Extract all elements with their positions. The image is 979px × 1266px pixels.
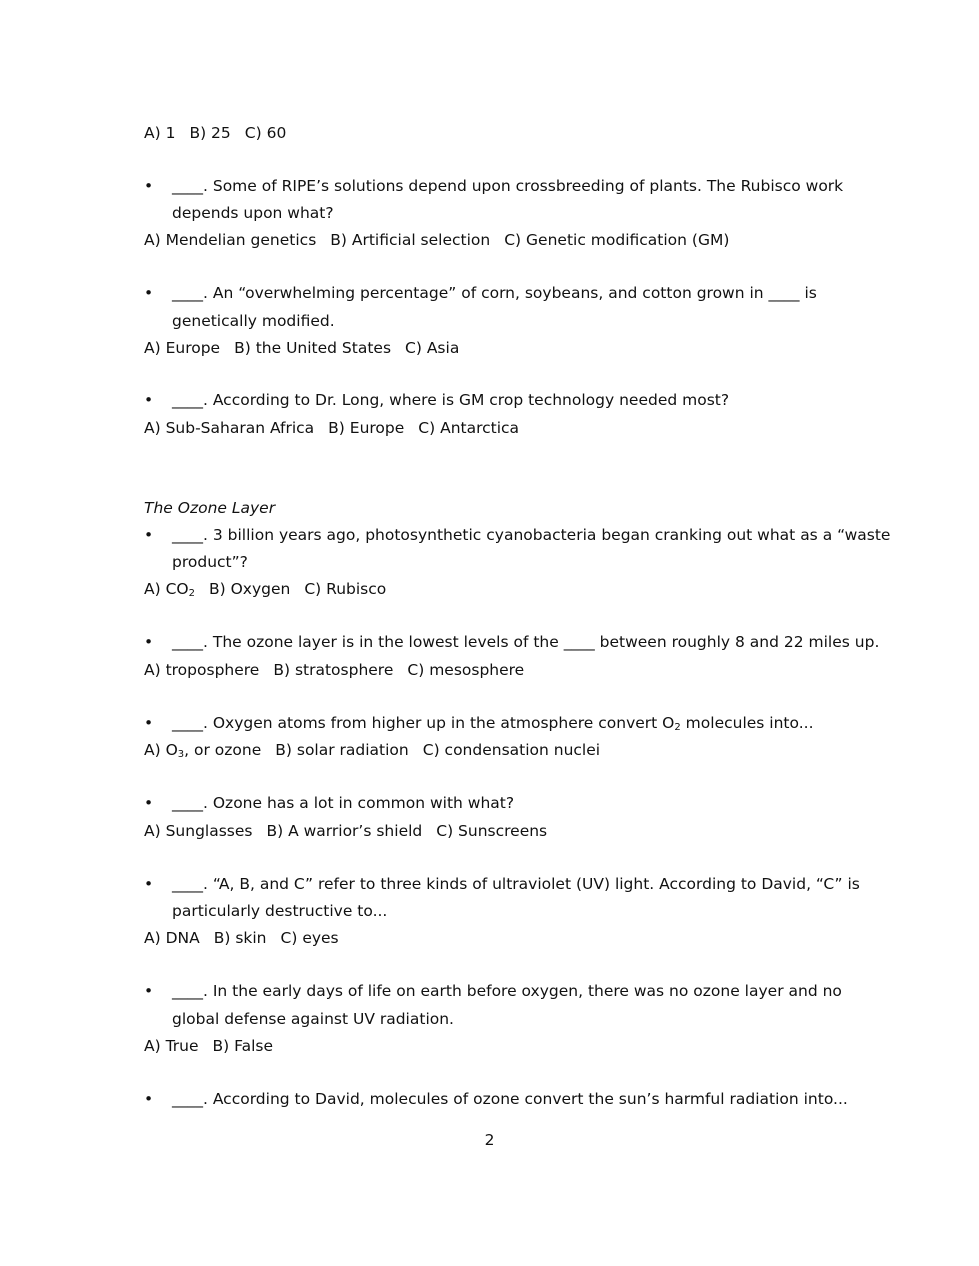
- question-text: ____. “A, B, and C” refer to three kinds of ultraviolet (UV) light. According to David, “C” is: [172, 875, 860, 893]
- page-number: 2: [484, 1131, 495, 1149]
- option-b: B) 25: [189, 124, 231, 142]
- option-b: B) solar radiation: [275, 741, 409, 759]
- bullet-icon: •: [144, 875, 154, 893]
- option-c: C) 60: [244, 124, 287, 142]
- option-b: B) the United States: [234, 339, 392, 357]
- question-text: ____. Some of RIPE’s solutions depend upon crossbreeding of plants. The Rubisco work: [172, 177, 844, 195]
- question-text: ____. Ozone has a lot in common with what?: [172, 794, 515, 812]
- bullet-icon: •: [144, 1090, 154, 1108]
- option-b: B) Europe: [328, 419, 405, 437]
- option-c: C) Antarctica: [418, 419, 520, 437]
- option-a: A) troposphere: [144, 661, 260, 679]
- answer-options: [144, 821, 547, 841]
- answer-options: [144, 740, 600, 760]
- option-b: B) A warrior’s shield: [266, 822, 423, 840]
- option-a: A) $CO_2$: [144, 580, 195, 599]
- option-c: C) Asia: [405, 339, 460, 357]
- section-title: The Ozone Layer: [144, 499, 276, 517]
- option-c: C) mesosphere: [407, 661, 525, 679]
- bullet-icon: •: [144, 177, 154, 195]
- option-a: A) Sub-Saharan Africa: [144, 419, 315, 437]
- option-a: A) $O_3$, or ozone: [144, 741, 262, 760]
- option-b: B) Oxygen: [208, 580, 291, 598]
- question-text: ____. According to David, molecules of ozone convert the sun’s harmful radiation into...: [172, 1090, 848, 1108]
- question-text: ____. In the early days of life on earth before oxygen, there was no ozone layer and no: [172, 982, 842, 1000]
- bullet-icon: •: [144, 391, 154, 409]
- answer-options: [144, 230, 729, 250]
- option-c: C) Genetic modification (GM): [504, 231, 730, 249]
- bullet-icon: •: [144, 526, 154, 544]
- option-b: B) Artificial selection: [330, 231, 491, 249]
- answer-options: [144, 123, 286, 143]
- question-text: ____. The ozone layer is in the lowest levels of the ____ between roughly 8 and 22 miles up.: [172, 633, 880, 651]
- bullet-icon: •: [144, 982, 154, 1000]
- option-c: C) condensation nuclei: [422, 741, 601, 759]
- option-a: A) Sunglasses: [144, 822, 253, 840]
- option-a: A) 1: [144, 124, 176, 142]
- answer-options: [144, 1036, 273, 1056]
- option-c: C) Rubisco: [304, 580, 387, 598]
- question-text: ____. An “overwhelming percentage” of corn, soybeans, and cotton grown in ____ is: [172, 284, 817, 302]
- option-b: B) stratosphere: [273, 661, 394, 679]
- question-text: ____. Oxygen atoms from higher up in the atmosphere convert $O_2$ molecules into...: [172, 714, 814, 733]
- question-text: product”?: [172, 553, 248, 571]
- bullet-icon: •: [144, 633, 154, 651]
- answer-options: [144, 928, 339, 948]
- answer-options: [144, 579, 386, 599]
- question-text: depends upon what?: [172, 204, 334, 222]
- question-text: genetically modified.: [172, 312, 335, 330]
- question-text: global defense against UV radiation.: [172, 1010, 454, 1028]
- option-b: B) False: [212, 1037, 274, 1055]
- bullet-icon: •: [144, 714, 154, 732]
- question-text: particularly destructive to...: [172, 902, 388, 920]
- option-c: C) eyes: [280, 929, 339, 947]
- answer-options: [144, 338, 459, 358]
- option-a: A) True: [144, 1037, 199, 1055]
- bullet-icon: •: [144, 284, 154, 302]
- option-a: A) Mendelian genetics: [144, 231, 317, 249]
- option-a: A) DNA: [144, 929, 200, 947]
- option-b: B) skin: [213, 929, 267, 947]
- answer-options: [144, 660, 524, 680]
- option-a: A) Europe: [144, 339, 221, 357]
- question-text: ____. According to Dr. Long, where is GM crop technology needed most?: [172, 391, 730, 409]
- answer-options: [144, 418, 519, 438]
- option-c: C) Sunscreens: [436, 822, 548, 840]
- question-text: ____. 3 billion years ago, photosynthetic cyanobacteria began cranking out what as a “waste: [172, 526, 891, 544]
- bullet-icon: •: [144, 794, 154, 812]
